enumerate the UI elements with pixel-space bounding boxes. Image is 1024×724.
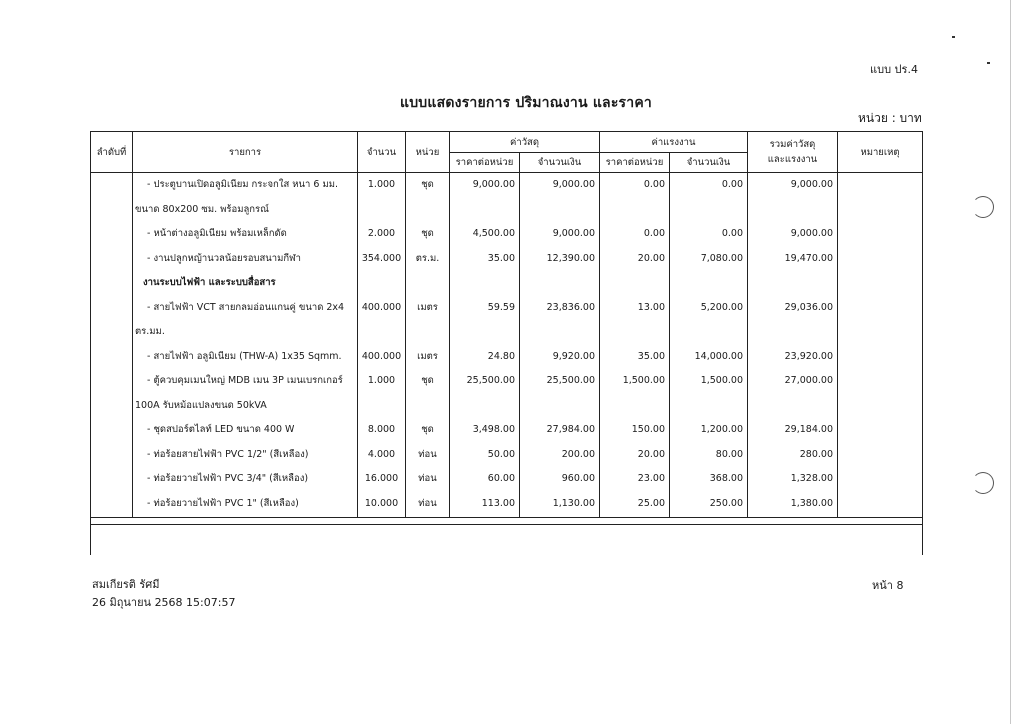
material-unit-price: 24.80 <box>487 350 515 362</box>
labor-amount: 0.00 <box>721 179 743 190</box>
material-unit-price <box>450 271 519 296</box>
unit-value: ชุด <box>421 228 434 239</box>
binder-hole-mark <box>972 472 994 494</box>
unit-column <box>406 173 450 518</box>
material-unit-price: 9,000.00 <box>472 179 515 190</box>
unit-value: ชุด <box>421 375 434 386</box>
labor-amount: 1,200.00 <box>700 424 743 435</box>
labor-unit-price <box>600 320 669 345</box>
header-labor-unit-price: ราคาต่อหน่วย <box>600 153 670 173</box>
material-amount: 960.00 <box>561 473 595 484</box>
unit-value <box>406 394 449 419</box>
labor-amount: 7,080.00 <box>700 252 743 264</box>
item-description: ตร.มม. <box>135 326 165 337</box>
labor-amount <box>670 394 747 419</box>
labor-amount: 5,200.00 <box>700 301 743 313</box>
qty-value: 1.000 <box>367 179 396 190</box>
scan-edge-line <box>1010 0 1011 724</box>
item-description: - หน้าต่างอลูมิเนียม พร้อมเหล็กดัด <box>147 228 287 239</box>
unit-value: ท่อน <box>418 497 437 509</box>
header-item: รายการ <box>133 132 358 173</box>
qty-value: 400.000 <box>361 301 402 313</box>
item-description: - ท่อร้อยวายไฟฟ้า PVC 1" (สีเหลือง) <box>147 497 299 509</box>
labor-unit-price <box>600 271 669 296</box>
labor-unit-price: 13.00 <box>637 301 665 313</box>
labor-amount <box>670 320 747 345</box>
item-description: - สายไฟฟ้า VCT สายกลมอ่อนแกนคู่ ขนาด 2x4 <box>147 301 345 313</box>
labor-unit-price: 25.00 <box>637 497 665 509</box>
labor-unit-price <box>600 394 669 419</box>
document-title: แบบแสดงรายการ ปริมาณงาน และราคา <box>400 95 652 111</box>
qty-value: 400.000 <box>361 350 402 362</box>
material-unit-price: 60.00 <box>487 473 515 484</box>
unit-value: ชุด <box>421 424 434 435</box>
material-unit-price: 4,500.00 <box>472 228 515 239</box>
total-amount: 19,470.00 <box>784 252 833 264</box>
labor-amount: 368.00 <box>709 473 743 484</box>
unit-value: ท่อน <box>418 473 437 484</box>
labor-unit-price: 20.00 <box>637 252 665 264</box>
qty-value: 8.000 <box>367 424 396 435</box>
header-seq: ลำดับที่ <box>91 132 133 173</box>
total-amount: 29,036.00 <box>784 301 833 313</box>
total-column <box>748 173 838 518</box>
labor-unit-price-column <box>600 173 670 518</box>
total-amount <box>748 394 837 419</box>
labor-amount: 250.00 <box>709 497 743 509</box>
header-total-bottom: และแรงงาน <box>767 154 818 165</box>
total-amount: 9,000.00 <box>790 179 833 190</box>
scan-speck <box>952 36 955 38</box>
qty-value: 10.000 <box>364 497 399 509</box>
material-unit-price <box>450 320 519 345</box>
qty-column <box>358 173 406 518</box>
material-amount: 9,000.00 <box>552 179 595 190</box>
material-amount: 12,390.00 <box>546 252 595 264</box>
header-remark: หมายเหตุ <box>838 132 923 173</box>
item-description: - ท่อร้อยวายไฟฟ้า PVC 3/4" (สีเหลือง) <box>147 473 309 484</box>
material-amount: 23,836.00 <box>546 301 595 313</box>
header-material-amount: จำนวนเงิน <box>520 153 600 173</box>
material-unit-price-column <box>450 173 520 518</box>
item-description: - ประตูบานเปิดอลูมิเนียม กระจกใส หนา 6 มม. <box>147 179 338 190</box>
total-amount: 1,328.00 <box>790 473 833 484</box>
header-labor-amount: จำนวนเงิน <box>670 153 748 173</box>
material-amount <box>520 394 599 419</box>
unit-value: เมตร <box>417 350 438 362</box>
qty-value <box>358 394 405 419</box>
unit-value: เมตร <box>417 301 438 313</box>
material-unit-price <box>450 394 519 419</box>
material-amount: 9,920.00 <box>552 350 595 362</box>
qty-value: 4.000 <box>367 448 396 460</box>
header-unit: หน่วย <box>406 132 450 173</box>
header-material: ค่าวัสดุ <box>450 132 600 153</box>
total-amount: 27,000.00 <box>784 375 833 386</box>
item-description: - ชุดสปอร์ตไลท์ LED ขนาด 400 W <box>147 424 295 435</box>
qty-value <box>358 198 405 223</box>
unit-value: ท่อน <box>418 448 437 460</box>
total-amount: 29,184.00 <box>784 424 833 435</box>
material-amount: 200.00 <box>561 448 595 460</box>
labor-unit-price: 20.00 <box>637 448 665 460</box>
section-heading: งานระบบไฟฟ้า และระบบสื่อสาร <box>143 277 276 288</box>
binder-hole-mark <box>972 196 994 218</box>
labor-amount: 1,500.00 <box>700 375 743 386</box>
material-amount: 1,130.00 <box>552 497 595 509</box>
qty-value: 1.000 <box>367 375 396 386</box>
unit-value <box>406 271 449 296</box>
total-amount: 23,920.00 <box>784 350 833 362</box>
material-amount-column <box>520 173 600 518</box>
labor-amount: 80.00 <box>715 448 743 460</box>
table-separator-row <box>91 518 923 525</box>
item-description: - งานปลูกหญ้านวลน้อยรอบสนามกีฬา <box>147 252 301 264</box>
material-amount: 9,000.00 <box>552 228 595 239</box>
total-amount <box>748 271 837 296</box>
form-code: แบบ ปร.4 <box>870 63 918 76</box>
material-unit-price: 113.00 <box>481 497 515 509</box>
total-amount: 1,380.00 <box>790 497 833 509</box>
material-unit-price: 3,498.00 <box>472 424 515 435</box>
total-amount <box>748 320 837 345</box>
labor-unit-price: 0.00 <box>643 179 665 190</box>
material-amount <box>520 271 599 296</box>
labor-unit-price: 35.00 <box>637 350 665 362</box>
unit-value <box>406 320 449 345</box>
material-amount <box>520 320 599 345</box>
material-unit-price: 25,500.00 <box>466 375 515 386</box>
material-unit-price <box>450 198 519 223</box>
labor-amount: 0.00 <box>721 228 743 239</box>
page-number: หน้า 8 <box>872 579 904 592</box>
author-name: สมเกียรติ รัศมี <box>92 578 160 591</box>
item-column <box>133 173 358 518</box>
item-description: - สายไฟฟ้า อลูมิเนียม (THW-A) 1x35 Sqmm. <box>147 350 342 362</box>
seq-column <box>91 173 133 518</box>
header-qty: จำนวน <box>358 132 406 173</box>
remark-column <box>838 173 923 518</box>
labor-unit-price: 1,500.00 <box>622 375 665 386</box>
labor-amount <box>670 271 747 296</box>
item-description: 100A รับหม้อแปลงขนด 50kVA <box>135 399 267 411</box>
qty-value <box>358 271 405 296</box>
qty-value: 16.000 <box>364 473 399 484</box>
labor-amount-column <box>670 173 748 518</box>
labor-amount <box>670 198 747 223</box>
material-amount: 25,500.00 <box>546 375 595 386</box>
labor-unit-price: 23.00 <box>637 473 665 484</box>
item-description: ขนาด 80x200 ซม. พร้อมลูกรณ์ <box>135 203 269 215</box>
item-description: - ตู้ควบคุมเมนใหญ่ MDB เมน 3P เมนเบรกเกอร์ <box>147 375 343 386</box>
total-amount: 280.00 <box>799 448 833 460</box>
material-unit-price: 50.00 <box>487 448 515 460</box>
header-total-top: รวมค่าวัสดุ <box>769 139 816 150</box>
unit-value: ชุด <box>421 179 434 190</box>
material-amount <box>520 198 599 223</box>
unit-value <box>406 198 449 223</box>
unit-value: ตร.ม. <box>415 252 440 264</box>
labor-unit-price: 150.00 <box>631 424 665 435</box>
print-timestamp: 26 มิถุนายน 2568 15:07:57 <box>92 596 236 609</box>
qty-value: 2.000 <box>367 228 396 239</box>
qty-value <box>358 320 405 345</box>
labor-unit-price: 0.00 <box>643 228 665 239</box>
unit-label: หน่วย : บาท <box>858 111 922 125</box>
total-amount <box>748 198 837 223</box>
header-material-unit-price: ราคาต่อหน่วย <box>450 153 520 173</box>
total-amount: 9,000.00 <box>790 228 833 239</box>
scan-speck <box>987 62 990 64</box>
material-unit-price: 59.59 <box>487 301 515 313</box>
labor-unit-price <box>600 198 669 223</box>
item-description: - ท่อร้อยสายไฟฟ้า PVC 1/2" (สีเหลือง) <box>147 448 309 460</box>
material-amount: 27,984.00 <box>546 424 595 435</box>
material-unit-price: 35.00 <box>487 252 515 264</box>
labor-amount: 14,000.00 <box>694 350 743 362</box>
header-labor: ค่าแรงงาน <box>600 132 748 153</box>
table-summary-row <box>91 525 923 556</box>
header-total <box>748 132 838 173</box>
qty-value: 354.000 <box>361 252 402 264</box>
boq-table <box>90 131 923 555</box>
